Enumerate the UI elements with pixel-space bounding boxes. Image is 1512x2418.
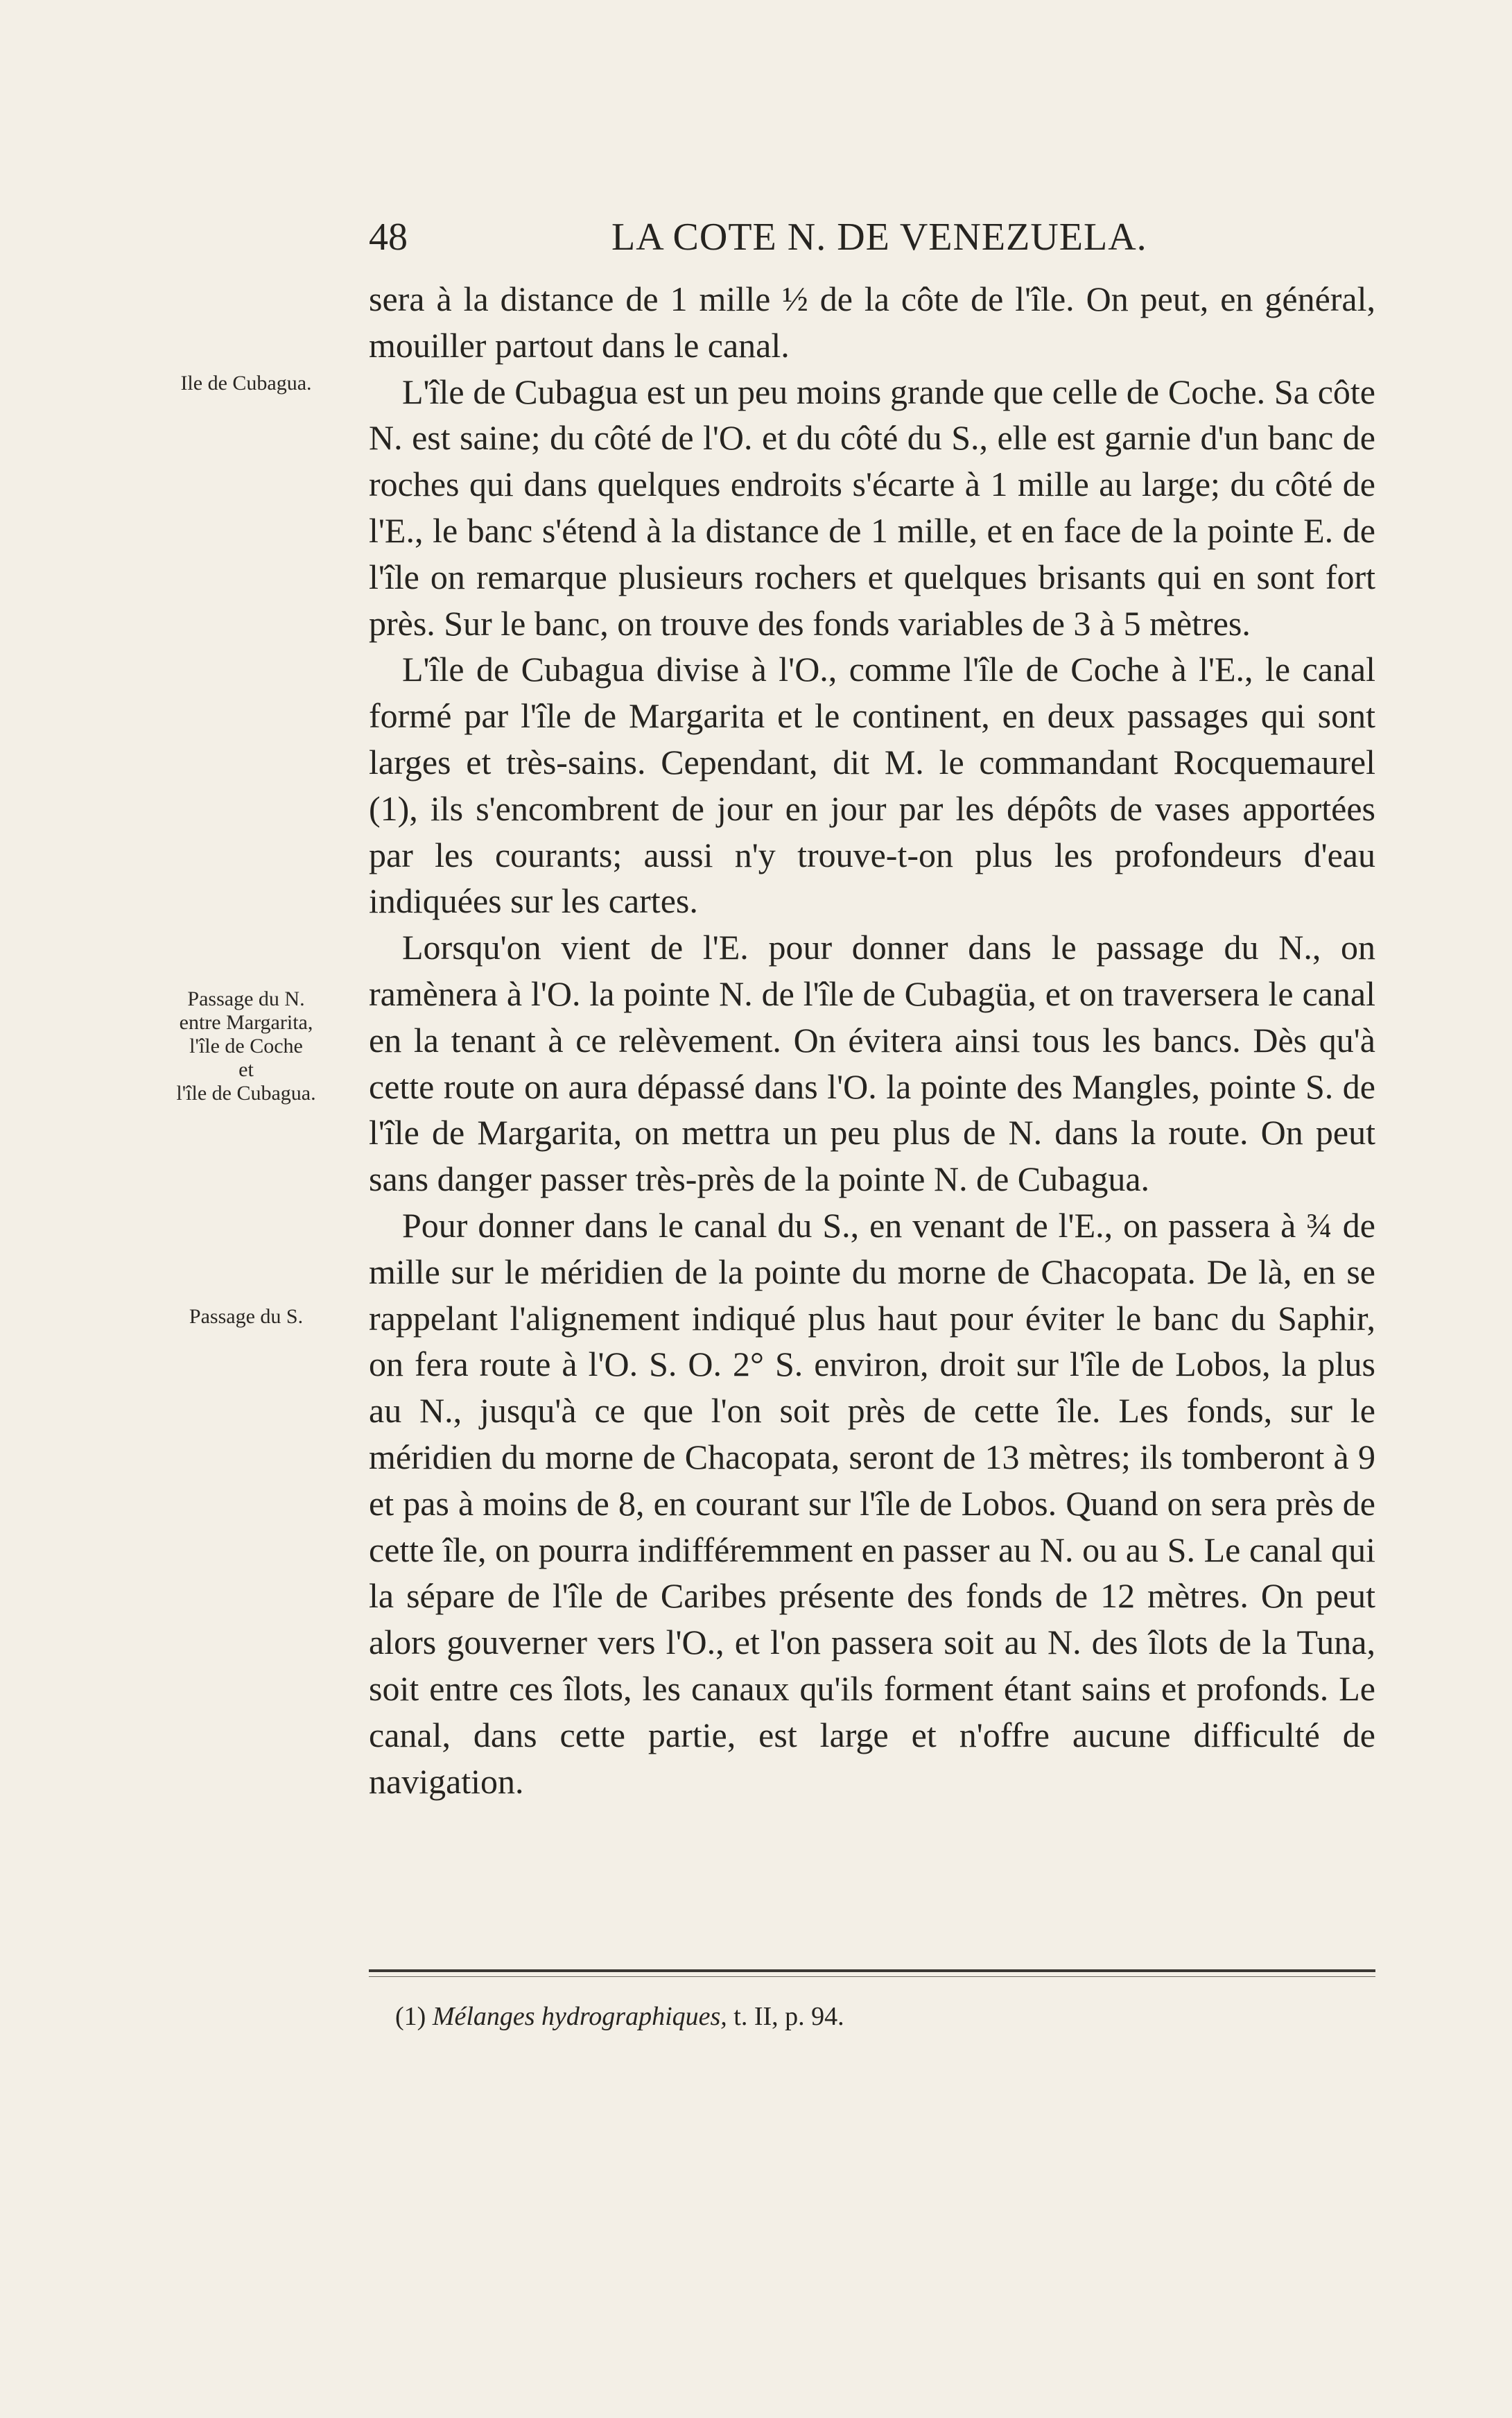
paragraph-passage-nord: Lorsqu'on vient de l'E. pour donner dans le passage du N., on ramènera à l'O. la pointe N. de l'île de Cubagüa, et on traversera le canal en la tenant à ce relèvement. On évitera ainsi tous les bancs. Dès qu'à cette route on aura dépassé dans l'O. la pointe des Mangles, pointe S. de l'île de Margarita, on mettra un peu plus de N. dans la route. On peut sans danger passer très-près de la pointe N. de Cubagua.: [369, 928, 1375, 1199]
footnote-detail: t. II, p. 94.: [733, 2002, 844, 2031]
margin-note-passage-sud: Passage du S.: [189, 1305, 304, 1328]
running-title: LA COTE N. DE VENEZUELA.: [611, 216, 1147, 259]
footnote-rule-thin: [369, 1976, 1375, 1977]
paragraph-passages: L'île de Cubagua divise à l'O., comme l'île de Coche à l'E., le canal formé par l'île de Margarita et le continent, en deux passages qui sont larges et très-sains. Cependant, dit M. le commandant Rocquemaurel (1), ils s'encombrent de jour en jour par les dépôts de vases apportées par les courants; aussi n'y trouve-t-on plus les profondeurs d'eau indiquées sur les cartes.: [369, 650, 1375, 921]
margin-note-cubagua: Ile de Cubagua.: [180, 372, 312, 395]
footnote-rule: [369, 1969, 1375, 1972]
margin-note-passage-nord: Passage du N. entre Margarita, l'île de Coche et l'île de Cubagua.: [176, 987, 316, 1105]
page-header: [369, 209, 1374, 265]
paragraph-cubagua: L'île de Cubagua est un peu moins grande que celle de Coche. Sa côte N. est saine; du côté de l'O. et du côté du S., elle est garnie d'un banc de roches qui dans quelques endroits s'écarte à 1 mille au large; du côté de l'E., le banc s'étend à la distance de 1 mille, et en face de la pointe E. de l'île on remarque plusieurs rochers et quelques brisants qui en sont fort près. Sur le banc, on trouve des fonds variables de 3 à 5 mètres.: [369, 372, 1375, 643]
footnote-ref: (1): [395, 2002, 426, 2031]
paragraph-passage-sud: Pour donner dans le canal du S., en venant de l'E., on passera à ¾ de mille sur le méridien de la pointe du morne de Chacopata. De là, en se rappelant l'alignement indiqué plus haut pour éviter le banc du Saphir, on fera route à l'O. S. O. 2° S. environ, droit sur l'île de Lobos, la plus au N., jusqu'à ce que l'on soit près de cette île. Les fonds, sur le méridien du morne de Chacopata, seront de 13 mètres; ils tomberont à 9 et pas à moins de 8, en courant sur l'île de Lobos. Quand on sera près de cette île, on pourra indifféremment en passer au N. ou au S. Le canal qui la sépare de l'île de Caribes présente des fonds de 12 mètres. On peut alors gouverner vers l'O., et l'on passera soit au N. des îlots de la Tuna, soit entre ces îlots, les canaux qu'ils forment étant sains et profonds. Le canal, dans cette partie, est large et n'offre aucune difficulté de navigation.: [369, 1205, 1375, 1801]
footnote: [395, 1997, 844, 2036]
body-text: [369, 276, 1375, 1804]
footnote-title: Mélanges hydrographiques,: [432, 2002, 727, 2031]
page-number: 48: [369, 216, 408, 259]
paragraph-continuation: sera à la distance de 1 mille ½ de la côte de l'île. On peut, en général, mouiller partout dans le canal.: [369, 279, 1375, 365]
